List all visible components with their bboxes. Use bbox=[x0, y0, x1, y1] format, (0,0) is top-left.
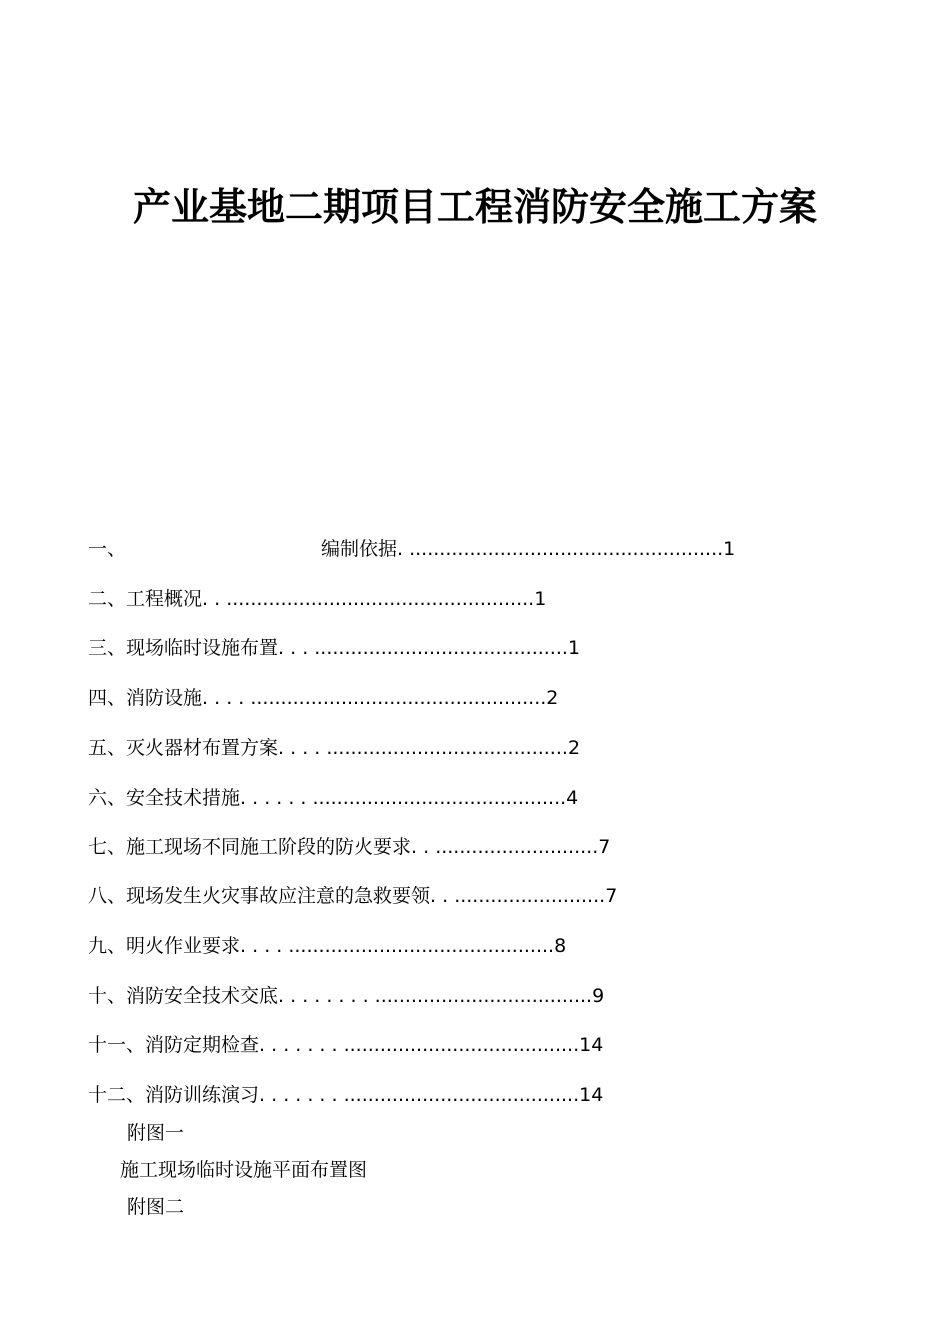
toc-entry-number: 一、 bbox=[88, 538, 127, 560]
toc-entry-label: 消防设施 bbox=[126, 687, 203, 709]
toc-entry-2[interactable] bbox=[88, 586, 546, 612]
toc-entry-dots: . . . .......................................... bbox=[278, 637, 568, 659]
toc-entry-number: 七、 bbox=[88, 836, 127, 858]
toc-entry-label: 消防训练演习 bbox=[145, 1084, 260, 1106]
toc-entry-8[interactable] bbox=[88, 883, 617, 909]
toc-entry-11[interactable] bbox=[88, 1032, 603, 1058]
toc-entry-7[interactable] bbox=[88, 834, 610, 860]
toc-entry-number: 四、 bbox=[88, 687, 127, 709]
toc-entry-page: 1 bbox=[567, 637, 581, 659]
toc-entry-number: 八、 bbox=[88, 885, 127, 907]
toc-entry-label: 现场临时设施布置 bbox=[126, 637, 279, 659]
toc-entry-page: 1 bbox=[723, 538, 736, 560]
toc-entry-label: 明火作业要求 bbox=[126, 935, 241, 957]
annex-figure-1-label: 附图一 bbox=[127, 1122, 185, 1144]
toc-entry-dots: . . . . . . . ....................................... bbox=[259, 1034, 580, 1056]
toc-entry-number: 十、 bbox=[88, 985, 127, 1007]
toc-entry-label: 消防安全技术交底 bbox=[126, 985, 279, 1007]
toc-entry-dots: . .................................................... bbox=[397, 538, 724, 560]
toc-entry-number: 六、 bbox=[88, 787, 127, 809]
toc-entry-dots: . . . . . . . . .................................... bbox=[278, 985, 593, 1007]
toc-entry-dots: . . . . ........................................ bbox=[278, 737, 568, 759]
toc-entry-9[interactable] bbox=[88, 933, 566, 959]
toc-entry-number: 十二、 bbox=[88, 1084, 146, 1106]
toc-entry-number: 五、 bbox=[88, 737, 127, 759]
toc-entry-label: 安全技术措施 bbox=[126, 787, 241, 809]
toc-entry-page: 14 bbox=[579, 1084, 604, 1106]
toc-entry-label: 工程概况 bbox=[126, 588, 203, 610]
toc-entry-number: 十一、 bbox=[88, 1034, 146, 1056]
toc-entry-page: 14 bbox=[579, 1034, 604, 1056]
annex-figure-1-caption: 施工现场临时设施平面布置图 bbox=[120, 1159, 368, 1181]
toc-entry-label: 编制依据. ....................................................1 bbox=[321, 538, 736, 560]
toc-entry-page: 2 bbox=[567, 737, 581, 759]
toc-entry-label: 消防定期检查 bbox=[145, 1034, 260, 1056]
toc-entry-number: 二、 bbox=[88, 588, 127, 610]
toc-entry-label: 灭火器材布置方案 bbox=[126, 737, 279, 759]
document-title: 产业基地二期项目工程消防安全施工方案 bbox=[132, 184, 817, 229]
toc-entry-dots: . . . . . . .......................................... bbox=[240, 787, 567, 809]
toc-entry-dots: . . ................................................... bbox=[202, 588, 535, 610]
toc-entry-10[interactable] bbox=[88, 983, 604, 1009]
toc-entry-page: 7 bbox=[605, 885, 618, 907]
toc-entry-page: 4 bbox=[566, 787, 579, 809]
toc-entry-number: 九、 bbox=[88, 935, 127, 957]
toc-entry-page: 8 bbox=[554, 935, 567, 957]
toc-entry-1[interactable] bbox=[88, 536, 736, 562]
toc-entry-12[interactable] bbox=[88, 1082, 603, 1108]
toc-entry-page: 1 bbox=[534, 588, 547, 610]
toc-entry-dots: . . . . ............................................ bbox=[240, 935, 555, 957]
toc-entry-page: 2 bbox=[546, 687, 559, 709]
toc-entry-dots: . . ........................... bbox=[411, 836, 599, 858]
toc-entry-number: 三、 bbox=[88, 637, 127, 659]
toc-entry-5[interactable] bbox=[88, 735, 580, 761]
toc-entry-dots: . . ......................... bbox=[430, 885, 606, 907]
toc-entry-label: 施工现场不同施工阶段的防火要求 bbox=[126, 836, 412, 858]
toc-entry-4[interactable] bbox=[88, 685, 558, 711]
annex-figure-2-label: 附图二 bbox=[127, 1196, 185, 1218]
toc-entry-3[interactable] bbox=[88, 635, 580, 661]
toc-entry-page: 7 bbox=[598, 836, 611, 858]
toc-entry-dots: . . . . . . . ....................................... bbox=[259, 1084, 580, 1106]
toc-entry-page: 9 bbox=[592, 985, 605, 1007]
toc-entry-label: 现场发生火灾事故应注意的急救要领 bbox=[126, 885, 431, 907]
toc-entry-dots: . . . . ................................................. bbox=[202, 687, 547, 709]
toc-entry-6[interactable] bbox=[88, 785, 578, 811]
